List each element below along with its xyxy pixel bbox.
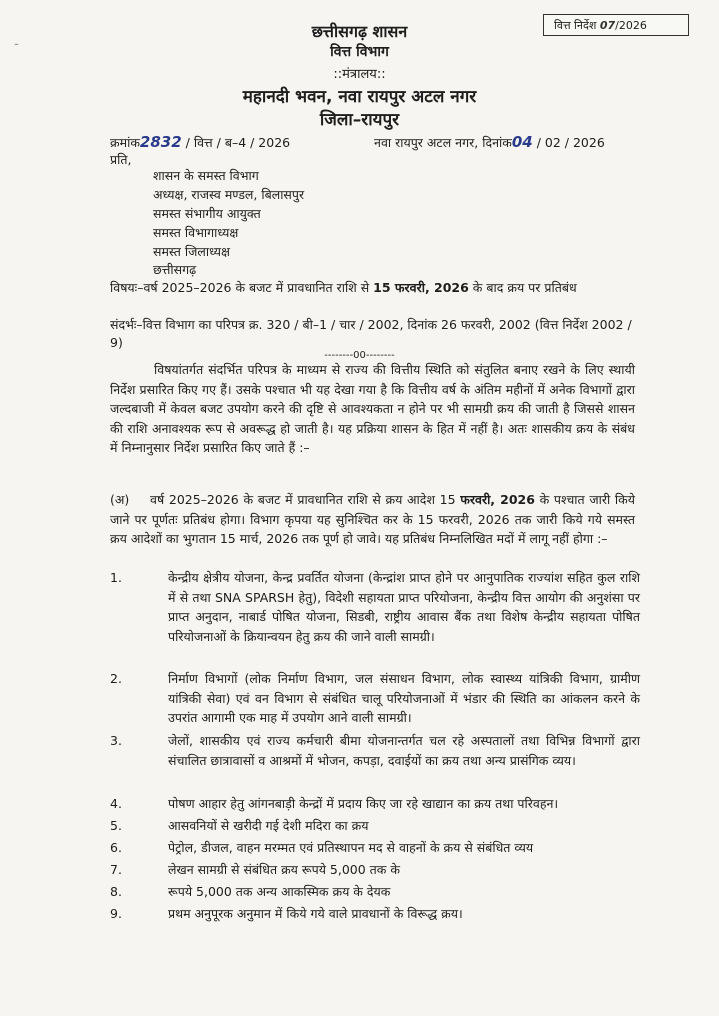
list-item-text: पोषण आहार हेतु आंगनबाड़ी केन्द्रों में प्रदाय किए जा रहे खाद्यान का क्रय तथा परिवहन। <box>168 796 559 811</box>
list-item-text: रूपये 5,000 तक अन्य आकस्मिक क्रय के देयक <box>168 884 391 899</box>
subject-label: विषयः– <box>110 280 144 295</box>
clause-a-deadline: फरवरी, 2026 <box>460 492 535 507</box>
reference-label: संदर्भः– <box>110 317 143 332</box>
scan-mark: ˗ <box>14 34 20 53</box>
list-item-number: 7. <box>110 862 122 877</box>
ref-box-suffix: /2026 <box>615 19 647 32</box>
addressee: शासन के समस्त विभाग <box>153 168 259 183</box>
clause-a-paragraph <box>110 490 635 549</box>
list-item-text: प्रथम अनुपूरक अनुमान में किये गये वाले प्रावधानों के विरूद्ध क्रय। <box>168 906 463 921</box>
reference-line <box>110 316 640 352</box>
list-item-text: केन्द्रीय क्षेत्रीय योजना, केन्द्र प्रवर्तित योजना (केन्द्रांश प्राप्त होने पर आनुपातिक राज्यांश सहित कुल राशि में से तथा SNA SPARSH हेतु), विदेशी सहायता प्राप्त परियोजना, केन्द्रीय वित्त आयोग की अनुशंसा पर प्राप्त अनुदान, नाबार्ड पोषित योजना, सिडबी, राष्ट्रीय आवास बैंक तथा विशेष केन्द्रीय सहायता पोषित परियोजनाओं के क्रियान्वयन हेतु क्रय की जाने वाली सामग्री। <box>168 570 640 644</box>
addressee: समस्त विभागाध्यक्ष <box>153 225 239 240</box>
list-item-number: 8. <box>110 884 122 899</box>
subject-text-end: के बाद क्रय पर प्रतिबंध <box>468 280 577 295</box>
addressee: अध्यक्ष, राजस्व मण्डल, बिलासपुर <box>153 187 305 202</box>
reference-text: वित्त विभाग का परिपत्र क्र. 320 / बी–1 / चार / 2002, दिनांक 26 फरवरी, 2002 (वित्त निर्देश 2002 / 9) <box>110 317 632 350</box>
subject-line <box>110 279 640 297</box>
recipient-label: प्रति, <box>110 152 132 167</box>
ref-box-prefix: वित्त निर्देश <box>554 19 600 32</box>
order-date-label: नवा रायपुर अटल नगर, दिनांक <box>374 135 512 150</box>
header-ministry: ::मंत्रालय:: <box>333 67 386 82</box>
clause-a-label: (अ) <box>110 492 130 507</box>
list-item-number: 2. <box>110 671 122 686</box>
list-item-text: पेट्रोल, डीजल, वाहन मरम्मत एवं प्रतिस्थापन मद से वाहनों के क्रय से संबंधित व्यय <box>168 840 534 855</box>
subject-deadline: 15 फरवरी, 2026 <box>373 280 469 295</box>
ref-box-number: 07 <box>599 19 616 32</box>
order-date <box>374 133 605 151</box>
list-item-number: 4. <box>110 796 122 811</box>
addressee: समस्त जिलाध्यक्ष <box>153 244 231 259</box>
order-number <box>110 133 290 151</box>
list-item-number: 3. <box>110 733 122 748</box>
addressee: समस्त संभागीय आयुक्त <box>153 206 261 221</box>
order-date-day-handwritten: 04 <box>511 133 533 151</box>
list-item-text: निर्माण विभागों (लोक निर्माण विभाग, जल संसाधन विभाग, लोक स्वास्थ्य यांत्रिकी विभाग, ग्रामीण यांत्रिकी सेवा) एवं वन विभाग से संबंधित चालू परियोजनाओं में भंडार की स्थिति का आंकलन करने के उपरांत आगामी एक माह में उपयोग आने वाली सामग्री। <box>168 671 640 725</box>
order-number-label: क्रमांक <box>110 135 140 150</box>
clause-a-text: वर्ष 2025–2026 के बजट में प्रावधानित राशि से क्रय आदेश 15 <box>150 492 461 507</box>
list-item-number: 9. <box>110 906 122 921</box>
subject-text: वर्ष 2025–2026 के बजट में प्रावधानित राशि से <box>143 280 374 295</box>
header-building: महानदी भवन, नवा रायपुर अटल नगर <box>242 87 477 107</box>
order-number-suffix: / वित्त / ब–4 / 2026 <box>181 135 291 150</box>
list-item-number: 1. <box>110 570 122 585</box>
list-item-text: जेलों, शासकीय एवं राज्य कर्मचारी बीमा योजनान्तर्गत चल रहे अस्पतालों तथा विभिन्न विभागों द्वारा संचालित छात्रावासों व आश्रमों में भोजन, कपड़ा, दवाईयों का क्रय तथा अन्य प्रासंगिक व्यय। <box>168 733 640 768</box>
header-department: वित्त विभाग <box>330 44 389 60</box>
list-item-text: लेखन सामग्री से संबंधित क्रय रूपये 5,000 तक के <box>168 862 400 877</box>
order-number-handwritten: 2832 <box>139 133 182 151</box>
clause-a-text-end: के पश्चात जारी किये जाने पर पूर्णतः प्रतिबंध होगा। विभाग कृपया यह सुनिश्चित कर के 15 फरवरी, 2026 तक जारी किये गये समस्त क्रय आदेशों का भुगतान 15 मार्च, 2026 तक पूर्ण हो जावे। यह प्रतिबंध निम्नलिखित मदों में लागू नहीं होगा :– <box>110 492 635 546</box>
header-district: जिला–रायपुर <box>319 110 400 130</box>
header-government: छत्तीसगढ़ शासन <box>311 22 408 41</box>
list-item-number: 5. <box>110 818 122 833</box>
intro-paragraph: विषयांतर्गत संदर्भित परिपत्र के माध्यम से राज्य की वित्तीय स्थिति को संतुलित बनाए रखने के लिए स्थायी निर्देश प्रसारित किए गए हैं। उसके पश्चात भी यह देखा गया है कि वित्तीय वर्ष के अंतिम महीनों में अनेक विभागों द्वारा जल्दबाजी में केवल बजट उपयोग करने की दृष्टि से आवश्यकता न होने पर भी सामग्री क्रय की जाती है जिससे शासन की राशि अनावश्यक रूप से अवरूद्ध हो जाती है। यह प्रक्रिया शासन के हित में नहीं है। अतः शासकीय क्रय के संबंध में निम्नानुसार निर्देश प्रसारित किए जाते हैं :– <box>110 362 635 455</box>
order-date-suffix: / 02 / 2026 <box>532 135 605 150</box>
section-divider: --------00-------- <box>324 350 395 361</box>
list-item-text: आसवनियों से खरीदी गई देशी मदिरा का क्रय <box>168 818 369 833</box>
list-item-number: 6. <box>110 840 122 855</box>
addressee: छत्तीसगढ़ <box>153 262 197 277</box>
